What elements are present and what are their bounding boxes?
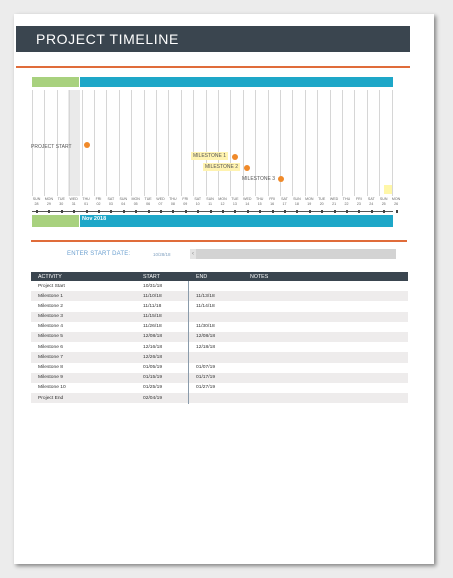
grid-line <box>206 90 207 196</box>
day-label <box>93 197 104 206</box>
top-band-october <box>32 77 79 87</box>
section-divider <box>31 240 407 242</box>
axis-tick <box>123 210 125 213</box>
axis-tick <box>185 210 187 213</box>
axis-tick <box>98 210 100 213</box>
start-date-row <box>31 247 396 263</box>
bottom-band-october <box>32 215 79 227</box>
weekday-label: FRI <box>182 197 189 201</box>
date-label: 16 <box>270 201 275 206</box>
table-row <box>31 383 408 393</box>
axis-tick <box>61 210 63 213</box>
date-label: 29 <box>46 201 51 206</box>
date-label: 13 <box>232 201 237 206</box>
table-cell: Milestone 9 <box>38 375 64 381</box>
date-label: 02 <box>96 201 101 206</box>
weekday-label: SUN <box>119 197 128 201</box>
date-label: 17 <box>282 201 287 206</box>
day-label <box>279 197 290 206</box>
weekday-label: SUN <box>206 197 214 201</box>
grid-line <box>292 90 293 196</box>
day-label <box>229 197 240 206</box>
weekday-label: THU <box>342 197 351 201</box>
grid-line <box>181 90 182 196</box>
weekday-label: TUE <box>57 197 65 201</box>
weekday-label: FRI <box>269 197 275 201</box>
grid-line <box>354 90 355 196</box>
grid-line <box>106 90 107 196</box>
grid-line <box>32 90 33 196</box>
axis-tick <box>210 210 212 213</box>
table-body <box>31 281 408 403</box>
day-label <box>217 197 228 206</box>
day-label <box>192 197 203 206</box>
table-cell: 12/16/18 <box>143 344 163 350</box>
axis-tick <box>371 210 373 213</box>
axis-tick <box>160 210 162 213</box>
table-row <box>31 352 408 362</box>
weekday-label: MON <box>131 197 140 201</box>
weekday-label: SUN <box>293 197 301 201</box>
grid-line <box>168 90 169 196</box>
grid-line <box>305 90 306 196</box>
axis-tick <box>234 210 236 213</box>
axis-tick <box>321 210 323 213</box>
grid-line <box>392 90 393 196</box>
day-label <box>304 197 315 206</box>
date-label: 04 <box>121 201 126 206</box>
day-label <box>341 197 352 206</box>
header-activity: ACTIVITY <box>38 273 62 280</box>
weekday-label: SAT <box>194 197 202 201</box>
start-date-label: ENTER START DATE: <box>67 251 131 257</box>
milestone-marker <box>84 142 90 148</box>
table-cell: Milestone 2 <box>38 303 64 309</box>
day-label <box>43 197 54 206</box>
weekday-label: WED <box>243 197 252 201</box>
timeline-scrollbar[interactable] <box>196 249 396 259</box>
day-label <box>316 197 327 206</box>
weekday-label: SAT <box>107 197 115 201</box>
date-label: 05 <box>133 201 138 206</box>
table-cell: 12/26/18 <box>143 354 163 360</box>
milestone-marker <box>232 154 238 160</box>
table-cell: 11/11/18 <box>143 303 162 309</box>
date-label: 23 <box>356 201 361 206</box>
date-label: 20 <box>319 201 324 206</box>
milestone-marker <box>244 165 250 171</box>
date-label: 24 <box>369 201 374 206</box>
weekday-label: WED <box>69 197 78 201</box>
weekday-label: WED <box>156 197 165 201</box>
weekday-label: THU <box>255 197 264 201</box>
table-row <box>31 301 408 311</box>
axis-tick <box>383 210 385 213</box>
axis-tick <box>296 210 298 213</box>
header-end: END <box>196 273 208 280</box>
table-cell: 01/15/19 <box>143 375 163 381</box>
weekday-label: MON <box>305 197 314 201</box>
day-label <box>31 197 42 206</box>
grid-line <box>230 90 231 196</box>
table-cell: Milestone 4 <box>38 324 64 330</box>
date-label: 07 <box>158 201 163 206</box>
date-label: 28 <box>34 201 39 206</box>
weekday-label: TUE <box>318 197 326 201</box>
day-label <box>180 197 191 206</box>
day-label <box>81 197 92 206</box>
weekday-label: THU <box>169 197 177 201</box>
table-row <box>31 322 408 332</box>
table-cell: 11/13/18 <box>196 293 215 299</box>
axis-tick <box>272 210 274 213</box>
weekday-label: FRI <box>95 197 102 201</box>
grid-line <box>342 90 343 196</box>
table-cell: 10/31/18 <box>143 283 163 289</box>
axis-tick <box>48 210 50 213</box>
table-cell: Milestone 5 <box>38 334 64 340</box>
weekday-label: TUE <box>231 197 239 201</box>
axis-tick <box>396 210 398 213</box>
month-label: Nov 2018 <box>82 216 107 222</box>
table-cell: 01/17/19 <box>196 375 216 381</box>
table-cell: 11/15/18 <box>143 314 162 320</box>
weekday-label: SAT <box>367 197 375 201</box>
table-cell: 01/07/19 <box>196 365 216 370</box>
scroll-left-button[interactable]: ‹ <box>192 251 194 257</box>
axis-tick <box>110 210 112 213</box>
date-label: 18 <box>294 201 299 206</box>
weekday-label: THU <box>82 197 90 201</box>
header-notes: NOTES <box>250 273 269 280</box>
table-cell: 12/08/18 <box>196 334 216 340</box>
day-label <box>378 197 389 206</box>
date-label: 09 <box>183 201 188 206</box>
day-label <box>68 197 79 206</box>
date-label: 12 <box>220 201 225 206</box>
table-row <box>31 312 408 322</box>
milestone-label-project-start: PROJECT START <box>31 144 72 150</box>
weekday-label: SUN <box>379 197 388 201</box>
table-cell: Milestone 8 <box>38 365 64 370</box>
date-label: 01 <box>84 201 89 206</box>
axis-tick <box>172 210 174 213</box>
table-cell: 02/04/19 <box>143 395 163 401</box>
day-label <box>267 197 278 206</box>
date-label: 03 <box>108 201 113 206</box>
day-label <box>366 197 377 206</box>
page-title: PROJECT TIMELINE <box>36 31 179 47</box>
table-header <box>31 272 408 281</box>
grid-line <box>317 90 318 196</box>
table-row <box>31 332 408 342</box>
axis-tick <box>36 210 38 213</box>
table-row <box>31 281 408 291</box>
table-cell: Milestone 1 <box>38 293 64 299</box>
grid-line <box>156 90 157 196</box>
day-label <box>353 197 364 206</box>
weekday-label: MON <box>391 197 401 201</box>
day-label <box>118 197 129 206</box>
grid-line <box>379 90 380 196</box>
day-label <box>291 197 302 206</box>
table-cell: 12/08/18 <box>143 334 163 340</box>
milestone-label-1: MILESTONE 1 <box>193 153 226 159</box>
bottom-band-november <box>80 215 393 227</box>
table-cell: 01/27/19 <box>196 385 216 391</box>
grid-line <box>218 90 219 196</box>
day-label <box>254 197 265 206</box>
table-cell: Project End <box>38 395 64 401</box>
header-start: START <box>143 273 160 280</box>
table-cell: 11/14/18 <box>196 303 215 309</box>
axis-tick <box>358 210 360 213</box>
timeline-chart <box>31 64 401 232</box>
table-row <box>31 373 408 383</box>
weekday-label: FRI <box>355 197 362 201</box>
title-bar <box>16 26 410 52</box>
table-cell: 11/10/18 <box>143 293 162 299</box>
top-band-november <box>80 77 393 87</box>
weekday-label: WED <box>329 197 339 201</box>
grid-line <box>367 90 368 196</box>
milestone-label-2: MILESTONE 2 <box>205 164 238 170</box>
table-cell: Project Start <box>38 283 65 289</box>
date-label: 06 <box>146 201 151 206</box>
weekday-label: SAT <box>281 197 288 201</box>
date-label: 26 <box>394 201 399 206</box>
column-divider <box>188 281 189 404</box>
axis-tick <box>135 210 137 213</box>
date-label: 14 <box>245 201 250 206</box>
axis-tick <box>259 210 261 213</box>
day-label <box>242 197 253 206</box>
weekday-label: SUN <box>32 197 41 201</box>
grid-line <box>69 90 70 196</box>
axis-tick <box>247 210 249 213</box>
table-row <box>31 363 408 373</box>
date-label: 11 <box>208 201 212 206</box>
date-label: 30 <box>59 201 64 206</box>
date-label: 31 <box>71 201 76 206</box>
date-label: 19 <box>307 201 312 206</box>
weekday-label: MON <box>218 197 227 201</box>
date-label: 21 <box>332 201 337 206</box>
date-label: 15 <box>257 201 262 206</box>
table-row <box>31 342 408 352</box>
axis-tick <box>197 210 199 213</box>
day-label <box>391 197 402 206</box>
milestone-label-3: MILESTONE 3 <box>242 176 275 182</box>
grid-line <box>82 90 83 196</box>
grid-line <box>94 90 95 196</box>
weekday-label: MON <box>44 197 54 201</box>
table-cell: 11/26/18 <box>143 324 162 330</box>
date-label: 08 <box>170 201 175 206</box>
date-label: 25 <box>381 201 386 206</box>
milestone-marker <box>278 176 284 182</box>
day-label <box>56 197 67 206</box>
axis-tick <box>346 210 348 213</box>
day-label <box>155 197 166 206</box>
table-row <box>31 291 408 301</box>
date-label: 10 <box>195 201 200 206</box>
table-row <box>31 393 408 403</box>
grid-line <box>330 90 331 196</box>
grid-line <box>193 90 194 196</box>
date-label: 22 <box>344 201 349 206</box>
grid-line <box>144 90 145 196</box>
axis-tick <box>222 210 224 213</box>
start-date-input[interactable]: 10/28/18 <box>153 252 171 257</box>
axis-tick <box>309 210 311 213</box>
axis-tick <box>148 210 150 213</box>
table-cell: Milestone 6 <box>38 344 64 350</box>
grid-line <box>119 90 120 196</box>
axis-tick <box>284 210 286 213</box>
day-label <box>105 197 116 206</box>
activity-table <box>31 272 408 403</box>
axis-tick <box>86 210 88 213</box>
table-cell: Milestone 7 <box>38 354 64 360</box>
day-label <box>143 197 154 206</box>
table-cell: Milestone 3 <box>38 314 64 320</box>
table-cell: 11/30/18 <box>196 324 215 330</box>
day-label <box>205 197 216 206</box>
axis-tick <box>334 210 336 213</box>
axis-tick <box>73 210 75 213</box>
grid-line <box>44 90 45 196</box>
table-cell: Milestone 10 <box>38 385 66 391</box>
grid-line <box>131 90 132 196</box>
highlight-swatch <box>384 185 392 194</box>
day-label <box>167 197 178 206</box>
weekday-label: TUE <box>144 197 152 201</box>
table-cell: 01/25/19 <box>143 385 163 391</box>
day-label <box>130 197 141 206</box>
table-cell: 12/18/18 <box>196 344 216 350</box>
table-cell: 01/05/19 <box>143 365 163 370</box>
grid-line <box>57 90 58 196</box>
day-label <box>329 197 340 206</box>
